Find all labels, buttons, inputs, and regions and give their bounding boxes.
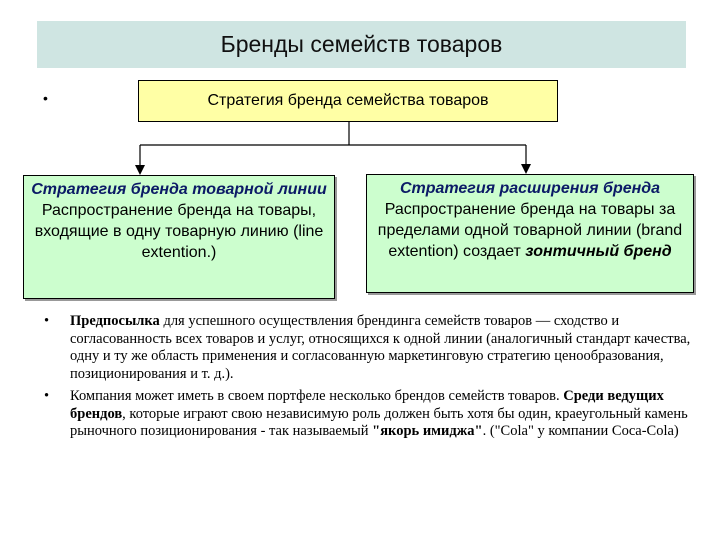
bullet-marker: • xyxy=(44,388,50,404)
premise-term: Предпосылка xyxy=(70,313,160,329)
brand-extension-strategy-title: Стратегия расширения бренда xyxy=(399,180,661,197)
portfolio-text-3: . ("Cola" у компании Coca-Cola) xyxy=(482,423,679,439)
bullet-text xyxy=(70,313,694,383)
bullet-item-premise xyxy=(44,313,694,383)
bullet-text xyxy=(70,388,694,441)
bullet-marker: • xyxy=(44,313,50,329)
portfolio-text-1: Компания может иметь в своем портфеле несколько брендов семейств товаров. xyxy=(70,388,564,404)
portfolio-text-2: , которые играют свою независимую роль должен быть хотя бы один, краеугольный камень рыночного позиционирования - так называемый xyxy=(70,405,688,439)
page-title: Бренды семейств товаров xyxy=(220,31,503,57)
premise-text: для успешного осуществления брендинга семейств товаров — сходство и согласованность всех товаров и услуг, относящихся к одной линии (аналогичный стандарт качества, одну и ту же область применения и согласованную маркетинговую стратегию ценообразования, позиционирования и т. д.). xyxy=(70,313,691,382)
arrow-right-head xyxy=(521,164,531,174)
image-anchor-term: "якорь имиджа" xyxy=(372,423,483,439)
umbrella-brand-term: зонтичный бренд xyxy=(525,243,672,260)
stray-bullet: • xyxy=(43,90,48,106)
brand-extension-strategy-text: Распространение бренда на товары за пределами одной товарной линии (brand extention) создает xyxy=(377,201,683,260)
product-line-strategy-title: Стратегия бренда товарной линии xyxy=(31,181,327,198)
arrow-left-head xyxy=(135,165,145,175)
bullet-item-portfolio xyxy=(44,388,694,441)
product-line-strategy-text: Распространение бренда на товары, входящие в одну товарную линию (line extention.) xyxy=(34,202,324,261)
top-strategy-label: Стратегия бренда семейства товаров xyxy=(207,92,489,109)
product-line-strategy-box xyxy=(23,175,335,299)
leading-brands-term: Среди ведущих брендов xyxy=(70,388,664,422)
bullet-list xyxy=(44,313,694,446)
brand-extension-strategy-box xyxy=(366,174,694,293)
